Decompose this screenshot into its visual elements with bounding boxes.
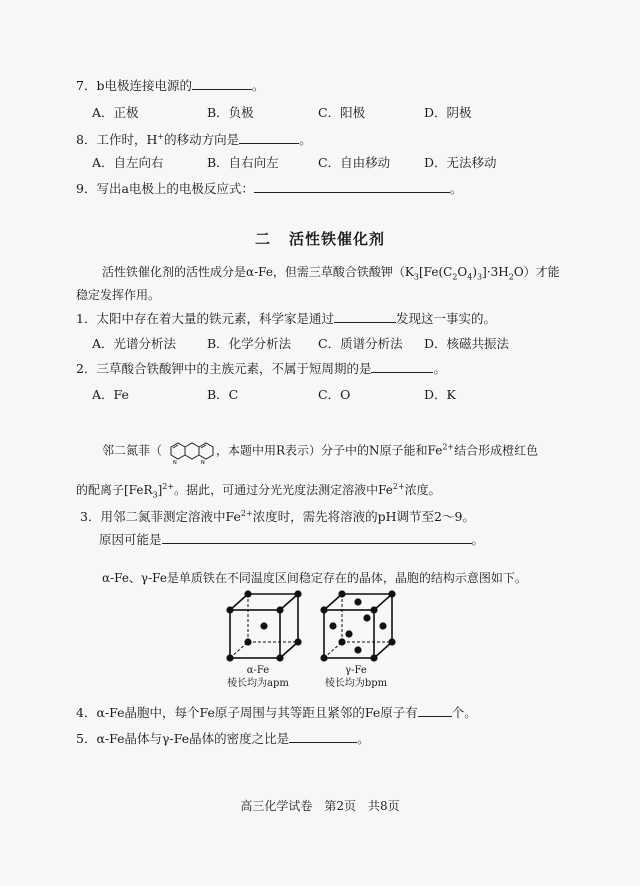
q7-answer-blank[interactable] [192, 77, 252, 90]
q8-stem: 8．工作时，H+的移动方向是 。 [76, 132, 312, 148]
s4-answer-blank[interactable] [418, 704, 452, 717]
q8-answer-blank[interactable] [239, 131, 299, 144]
s2-stem: 2．三草酸合铁酸钾中的主族元素，不属于短周期的是 。 [76, 361, 446, 376]
s1-option-b[interactable]: B．化学分析法 [207, 336, 292, 351]
s1-stem: 1．太阳中存在着大量的铁元素，科学家是通过 发现这一事实的。 [76, 311, 496, 326]
s4-stem: 4．α-Fe晶胞中，每个Fe原子周围与其等距且紧邻的Fe原子有 个。 [76, 705, 477, 720]
s2-option-c[interactable]: C．O [318, 387, 351, 402]
svg-text:N: N [201, 460, 205, 465]
crystal-intro: α-Fe、γ-Fe是单质铁在不同温度区间稳定存在的晶体，晶胞的结构示意图如下。 [102, 571, 527, 585]
q7-option-a[interactable]: A．正极 [92, 105, 139, 120]
q9-answer-blank[interactable] [254, 180, 450, 193]
s2-option-d[interactable]: D．K [424, 387, 456, 402]
s5-answer-blank[interactable] [289, 730, 357, 743]
s1-answer-blank[interactable] [334, 310, 396, 323]
alpha-fe-edge: 棱长均为apm [227, 678, 289, 689]
alpha-fe-unit-cell [222, 590, 306, 662]
s2-option-b[interactable]: B．C [207, 387, 239, 402]
s3-stem: 3．用邻二氮菲测定溶液中$Fe^{2+}$浓度时，需先将溶液的pH调节至2～9。 [80, 509, 475, 525]
q9-stem: 9．写出a电极上的电极反应式： 。 [76, 181, 463, 196]
intro-line-2: 稳定发挥作用。 [76, 288, 161, 302]
q8-option-d[interactable]: D．无法移动 [424, 155, 497, 170]
alpha-fe-label: α-Fe [246, 665, 270, 676]
intro-line-1: 活性铁催化剂的活性成分是α-Fe，但需三草酸合铁酸钾$(K_3[Fe(C_2O_4)_3]\cdot 3H_2O)$才能 [102, 265, 560, 282]
phen-line-1: 邻二氮菲（ N N ，本题中用R表示）分子中的N原子能和$Fe^{2+}$结合形成橙红色 [102, 437, 538, 465]
s2-option-a[interactable]: A．Fe [92, 387, 129, 402]
svg-text:N: N [173, 460, 177, 465]
s1-option-d[interactable]: D．核磁共振法 [424, 336, 510, 351]
q7-option-b[interactable]: B．负极 [207, 105, 254, 120]
q8-option-a[interactable]: A．自左向右 [92, 155, 164, 170]
gamma-fe-edge: 棱长均为bpm [324, 678, 388, 689]
page-footer: 高三化学试卷 第2页 共8页 [240, 799, 400, 813]
s1-option-a[interactable]: A．光谱分析法 [92, 336, 177, 351]
section-title: 二 活性铁催化剂 [254, 230, 386, 248]
s3-line-2: 原因可能是 。 [99, 532, 485, 547]
s1-option-c[interactable]: C．质谱分析法 [318, 336, 403, 351]
s3-answer-blank[interactable] [162, 531, 472, 544]
q7-option-c[interactable]: C．阳极 [318, 105, 366, 120]
gamma-fe-label: γ-Fe [345, 665, 367, 676]
q7-option-d[interactable]: D．阴极 [424, 105, 472, 120]
q8-option-b[interactable]: B．自右向左 [207, 155, 279, 170]
phen-line-2: 的配离子$[FeR_3]^{2+}$。据此，可通过分光光度法测定溶液中$Fe^{2+}$浓度。 [76, 482, 441, 500]
s2-answer-blank[interactable] [371, 360, 433, 373]
q8-option-c[interactable]: C．自由移动 [318, 155, 391, 170]
s5-stem: 5．α-Fe晶体与γ-Fe晶体的密度之比是 。 [76, 731, 370, 746]
gamma-fe-unit-cell [316, 590, 400, 662]
phenanthroline-structure-icon [162, 437, 216, 465]
q7-stem: 7．b电极连接电源的 。 [76, 78, 265, 93]
